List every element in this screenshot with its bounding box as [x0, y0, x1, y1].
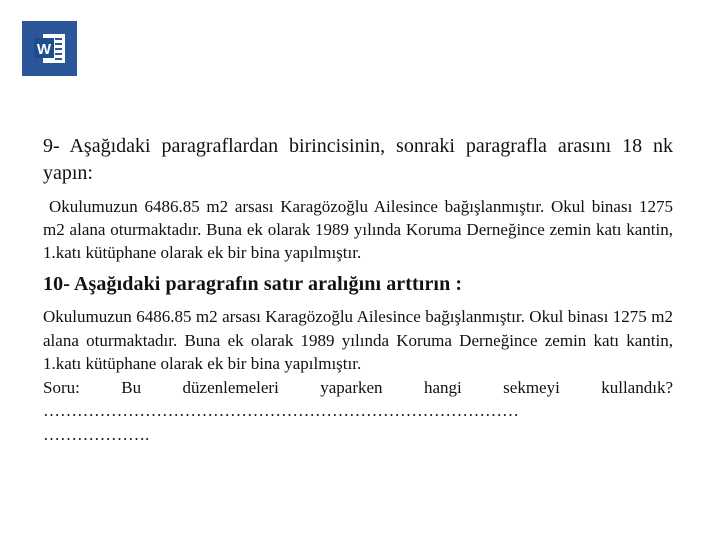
word-icon-letter: W	[36, 41, 52, 58]
question-9-paragraph: Okulumuzun 6486.85 m2 arsası Karagözoğlu Ailesince bağışlanmıştır. Okul binası 1275 m2 alana oturmaktadır. Buna ek olarak 1989 yılında Koruma Derneğince zemin katı kantin, 1.katı kütüphane olarak ek bir bina yapılmıştır.	[43, 197, 673, 262]
question-10-prompt: Soru: Bu düzenlemeleri yaparken hangi sekmeyi kullandık?	[43, 377, 673, 397]
answer-line-1: …………………………………………………………………………	[43, 401, 519, 421]
question-9-title: 9- Aşağıdaki paragraflardan birincisinin, sonraki paragrafla arasını 18 nk yapın:	[43, 135, 673, 184]
question-10-paragraph: Okulumuzun 6486.85 m2 arsası Karagözoğlu Ailesince bağışlanmıştır. Okul binası 1275 m2 alana oturmaktadır. Buna ek olarak 1989 yılında Koruma Derneğince zemin katı kantin, 1.katı kütüphane olarak ek bir bina yapılmıştır.	[43, 307, 673, 374]
question-10-body	[43, 305, 673, 447]
question-10-title: 10- Aşağıdaki paragrafın satır aralığını arttırın :	[43, 273, 463, 295]
answer-line-2: ……………….	[43, 424, 150, 444]
word-document-icon	[22, 21, 77, 76]
